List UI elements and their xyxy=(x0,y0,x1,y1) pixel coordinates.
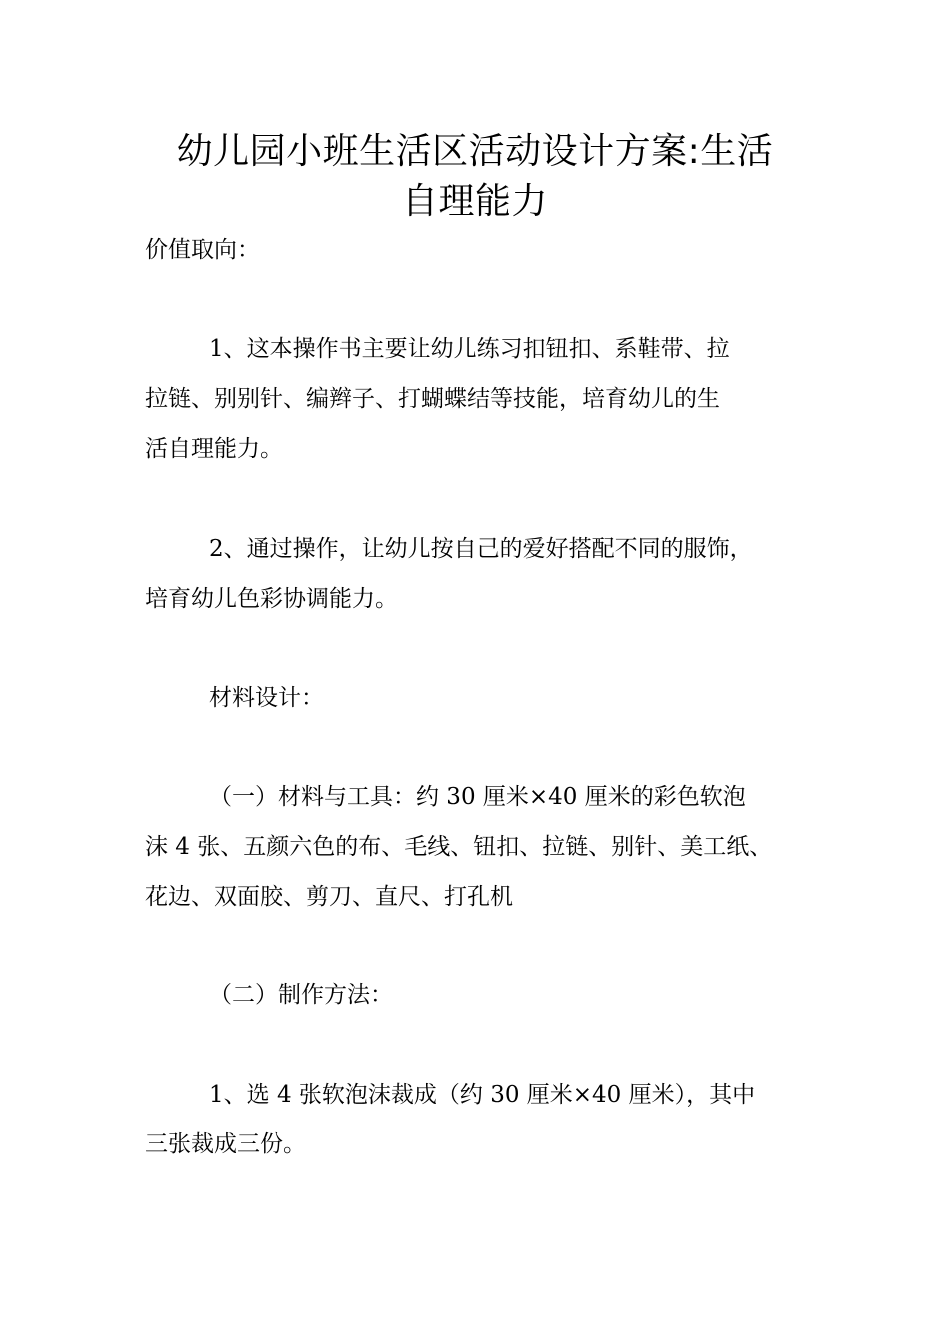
paragraph-5-line-1: 1、选 4 张软泡沫裁成（约 30 厘米×40 厘米），其中 xyxy=(209,1082,756,1108)
value-orientation-heading: 价值取向： xyxy=(145,237,260,263)
document-title-line-1: 幼儿园小班生活区活动设计方案:生活 xyxy=(176,131,774,172)
paragraph-1-line-3: 活自理能力。 xyxy=(145,436,283,462)
paragraph-2-line-2: 培育幼儿色彩协调能力。 xyxy=(145,586,398,612)
paragraph-1-line-1: 1、这本操作书主要让幼儿练习扣钮扣、系鞋带、拉 xyxy=(209,336,730,362)
paragraph-3-line-2: 沫 4 张、五颜六色的布、毛线、钮扣、拉链、别针、美工纸、 xyxy=(145,834,773,860)
paragraph-3-line-1: （一）材料与工具：约 30 厘米×40 厘米的彩色软泡 xyxy=(209,784,746,810)
paragraph-1-line-2: 拉链、别别针、编辫子、打蝴蝶结等技能，培育幼儿的生 xyxy=(145,386,720,412)
paragraph-3-line-3: 花边、双面胶、剪刀、直尺、打孔机 xyxy=(145,884,513,910)
production-method-heading: （二）制作方法： xyxy=(209,982,393,1008)
document-title-line-2: 自理能力 xyxy=(401,181,548,222)
paragraph-2-line-1: 2、通过操作，让幼儿按自己的爱好搭配不同的服饰， xyxy=(209,536,753,562)
paragraph-5-line-2: 三张裁成三份。 xyxy=(145,1131,306,1157)
material-design-heading: 材料设计： xyxy=(209,685,324,711)
